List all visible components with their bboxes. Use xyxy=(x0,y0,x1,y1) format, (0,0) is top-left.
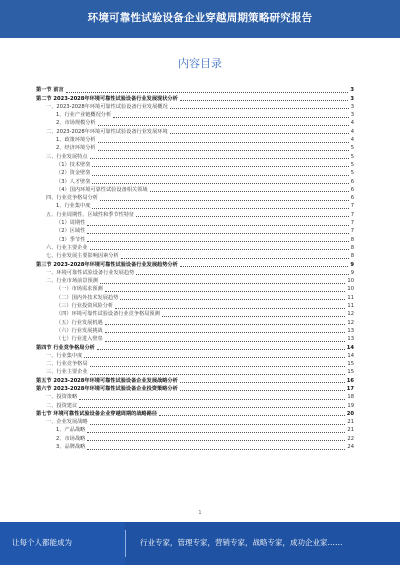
toc-leader-dots xyxy=(180,266,349,267)
toc-entry-label: 第七节 环境可靠性试验设备企业穿越周期的战略路径 xyxy=(36,410,158,417)
toc-entry-label: 3、品牌战略 xyxy=(56,444,86,451)
toc-entry[interactable] xyxy=(36,235,354,243)
toc-entry-label: （3）季节性 xyxy=(56,236,86,243)
toc-leader-dots xyxy=(162,316,346,317)
toc-entry-page: 12 xyxy=(347,319,354,326)
table-of-contents xyxy=(36,86,354,451)
toc-leader-dots xyxy=(90,249,349,250)
toc-entry-page: 15 xyxy=(347,361,354,368)
toc-entry-page: 5 xyxy=(350,161,354,168)
toc-entry-label: 一、2023-2028年环境可靠性试验设备行业发展概况 xyxy=(46,103,168,110)
toc-entry-label: （五）行业发展机遇 xyxy=(56,319,103,326)
toc-leader-dots xyxy=(87,432,345,433)
toc-entry-page: 8 xyxy=(350,236,354,243)
toc-entry-label: 二、行业市场前景预测 xyxy=(46,278,98,285)
toc-entry-page: 10 xyxy=(347,286,354,293)
toc-entry[interactable] xyxy=(36,161,354,169)
toc-entry-label: （四）环境可靠性试验设备行业竞争格局预测 xyxy=(56,311,160,318)
toc-leader-dots xyxy=(87,440,345,441)
toc-entry[interactable] xyxy=(36,144,354,152)
toc-entry-page: 7 xyxy=(350,220,354,227)
toc-heading: 内容目录 xyxy=(178,57,222,70)
toc-entry-label: 2、市场规模分析 xyxy=(56,120,96,127)
toc-entry-page: 8 xyxy=(350,244,354,251)
toc-entry[interactable] xyxy=(36,94,354,102)
toc-entry-label: （4）国内环境可靠性试验设备相关领域 xyxy=(56,186,148,193)
document-title: 环境可靠性试验设备企业穿越周期策略研究报告 xyxy=(87,12,313,24)
toc-entry-page: 9 xyxy=(350,269,354,276)
toc-entry-label: （七）行业进入壁垒 xyxy=(56,336,103,343)
toc-leader-dots xyxy=(90,424,346,425)
toc-leader-dots xyxy=(98,125,349,126)
toc-entry-label: 1、行业产业链概况分析 xyxy=(56,112,112,119)
toc-entry[interactable] xyxy=(36,260,354,268)
toc-entry[interactable] xyxy=(36,119,354,127)
toc-entry-page: 5 xyxy=(350,153,354,160)
toc-entry[interactable] xyxy=(36,219,354,227)
toc-entry-page: 18 xyxy=(347,394,354,401)
toc-entry-page: 4 xyxy=(350,137,354,144)
footer-roles: 行业专家，管理专家，营销专家，战略专家，成功企业家…… xyxy=(140,538,343,547)
toc-entry-label: 一、行业集中度 xyxy=(46,352,83,359)
toc-leader-dots xyxy=(170,108,349,109)
toc-leader-dots xyxy=(180,390,345,391)
toc-entry-page: 12 xyxy=(347,311,354,318)
toc-entry-page: 5 xyxy=(350,170,354,177)
toc-entry-label: （1）技术壁垒 xyxy=(56,161,91,168)
toc-entry[interactable] xyxy=(36,302,354,310)
toc-entry-label: 1、行业集中度 xyxy=(56,203,91,210)
toc-entry-label: （3）人才壁垒 xyxy=(56,178,91,185)
toc-entry-page: 7 xyxy=(350,203,354,210)
toc-entry-page: 3 xyxy=(350,95,354,102)
toc-entry[interactable] xyxy=(36,277,354,285)
toc-entry-page: 11 xyxy=(347,294,354,301)
toc-entry-label: （三）行业投资风险分析 xyxy=(56,303,114,310)
toc-entry[interactable] xyxy=(36,244,354,252)
toc-entry[interactable] xyxy=(36,210,354,218)
toc-entry[interactable] xyxy=(36,318,354,326)
toc-leader-dots xyxy=(87,225,348,226)
toc-entry-label: （二）国内外技术发展趋势 xyxy=(56,294,119,301)
toc-leader-dots xyxy=(97,349,345,350)
toc-entry[interactable] xyxy=(36,327,354,335)
toc-leader-dots xyxy=(113,117,349,118)
toc-entry-page: 3 xyxy=(350,87,354,94)
toc-entry[interactable] xyxy=(36,426,354,434)
toc-entry-page: 20 xyxy=(346,410,354,417)
footer-divider xyxy=(125,530,126,557)
toc-entry[interactable] xyxy=(36,86,354,94)
toc-entry-label: 六、行业主要企业 xyxy=(46,244,88,251)
toc-entry-label: 二、投资建议 xyxy=(46,402,78,409)
toc-entry[interactable] xyxy=(36,169,354,177)
toc-leader-dots xyxy=(98,150,349,151)
toc-entry-label: 1、产品战略 xyxy=(56,427,86,434)
toc-leader-dots xyxy=(90,374,346,375)
toc-entry[interactable] xyxy=(36,111,354,119)
toc-entry-page: 21 xyxy=(347,419,354,426)
toc-entry-label: 第四节 行业竞争格局分析 xyxy=(36,344,95,351)
toc-entry-label: 2、经济环境分析 xyxy=(56,145,96,152)
toc-entry-label: （1）周期性 xyxy=(56,220,86,227)
toc-leader-dots xyxy=(105,332,346,333)
toc-entry-page: 7 xyxy=(350,228,354,235)
toc-entry-page: 5 xyxy=(350,145,354,152)
toc-entry-page: 14 xyxy=(346,344,354,351)
toc-entry-page: 22 xyxy=(347,435,354,442)
toc-leader-dots xyxy=(105,341,346,342)
toc-entry[interactable] xyxy=(36,136,354,144)
toc-entry-page: 6 xyxy=(350,178,354,185)
toc-entry-label: 一、投资策略 xyxy=(46,394,78,401)
toc-leader-dots xyxy=(170,133,349,134)
toc-entry[interactable] xyxy=(36,410,354,418)
toc-entry-label: （2）资金壁垒 xyxy=(56,170,91,177)
toc-leader-dots xyxy=(180,100,349,101)
toc-entry[interactable] xyxy=(36,103,354,111)
toc-entry-label: 1、政策环境分析 xyxy=(56,137,96,144)
toc-leader-dots xyxy=(92,175,348,176)
toc-leader-dots xyxy=(105,291,346,292)
toc-entry-label: 三、行业主要企业 xyxy=(46,369,88,376)
toc-leader-dots xyxy=(121,258,349,259)
toc-leader-dots xyxy=(79,407,345,408)
toc-entry-label: 一、企业发展战略 xyxy=(46,419,88,426)
toc-entry-page: 3 xyxy=(350,103,354,110)
toc-entry-page: 14 xyxy=(347,352,354,359)
toc-entry-label: 第五节 2023-2028年环境可靠性试验设备企业发展战略分析 xyxy=(36,377,178,384)
toc-entry[interactable] xyxy=(36,127,354,135)
toc-entry-page: 7 xyxy=(350,211,354,218)
toc-leader-dots xyxy=(98,142,349,143)
toc-leader-dots xyxy=(92,183,348,184)
toc-entry-page: 19 xyxy=(347,402,354,409)
toc-leader-dots xyxy=(105,324,346,325)
toc-entry-label: （六）行业发展挑战 xyxy=(56,327,103,334)
toc-leader-dots xyxy=(100,200,349,201)
footer-slogan: 让每个人都能成为 xyxy=(12,538,72,547)
toc-entry-label: 四、行业竞争格局分析 xyxy=(46,195,98,202)
toc-entry[interactable] xyxy=(36,352,354,360)
toc-leader-dots xyxy=(90,366,346,367)
toc-entry-page: 21 xyxy=(347,427,354,434)
toc-entry-label: （2）区域性 xyxy=(56,228,86,235)
toc-entry-page: 15 xyxy=(347,369,354,376)
toc-leader-dots xyxy=(115,308,345,309)
toc-entry-page: 4 xyxy=(350,128,354,135)
toc-entry-label: 五、行业周期性、区域性和季节性特征 xyxy=(46,211,135,218)
toc-entry[interactable] xyxy=(36,186,354,194)
toc-leader-dots xyxy=(180,382,345,383)
toc-entry-page: 17 xyxy=(346,385,354,392)
toc-entry[interactable] xyxy=(36,418,354,426)
toc-entry[interactable] xyxy=(36,401,354,409)
toc-entry[interactable] xyxy=(36,293,354,301)
toc-entry-page: 8 xyxy=(350,253,354,260)
toc-leader-dots xyxy=(84,357,345,358)
toc-entry[interactable] xyxy=(36,152,354,160)
toc-entry-label: （一）市场需求预测 xyxy=(56,286,103,293)
toc-entry[interactable] xyxy=(36,177,354,185)
toc-entry-label: 2、市场战略 xyxy=(56,435,86,442)
toc-entry-label: 第三节 2023-2028年环境可靠性试验设备行业发展趋势分析 xyxy=(36,261,178,268)
toc-leader-dots xyxy=(87,449,345,450)
toc-entry-page: 6 xyxy=(350,195,354,202)
toc-entry[interactable] xyxy=(36,194,354,202)
toc-entry[interactable] xyxy=(36,269,354,277)
toc-entry[interactable] xyxy=(36,443,354,451)
toc-entry[interactable] xyxy=(36,376,354,384)
toc-entry[interactable] xyxy=(36,385,354,393)
toc-entry-page: 6 xyxy=(350,186,354,193)
toc-entry[interactable] xyxy=(36,285,354,293)
toc-leader-dots xyxy=(159,415,345,416)
toc-entry-page: 24 xyxy=(347,444,354,451)
toc-leader-dots xyxy=(136,216,348,217)
toc-entry-label: 三、行业发展特点 xyxy=(46,153,88,160)
toc-leader-dots xyxy=(66,92,349,93)
toc-entry-page: 10 xyxy=(347,278,354,285)
toc-entry[interactable] xyxy=(36,360,354,368)
toc-leader-dots xyxy=(87,241,348,242)
footer-bar xyxy=(0,522,400,565)
toc-entry[interactable] xyxy=(36,434,354,442)
toc-leader-dots xyxy=(150,191,349,192)
toc-entry-label: 一、环境可靠性试验设备行业发展趋势 xyxy=(46,269,135,276)
toc-entry-label: 第六节 2023-2028年环境可靠性试验设备企业投资策略分析 xyxy=(36,385,178,392)
toc-entry-page: 4 xyxy=(350,120,354,127)
toc-leader-dots xyxy=(120,299,345,300)
toc-leader-dots xyxy=(79,399,345,400)
toc-entry-label: 第二节 2023-2028年环境可靠性试验设备行业发展现状分析 xyxy=(36,95,178,102)
toc-leader-dots xyxy=(92,166,348,167)
toc-entry-label: 二、2023-2028年环境可靠性试验设备行业发展环境 xyxy=(46,128,168,135)
page-number: 1 xyxy=(198,510,202,516)
toc-leader-dots xyxy=(90,158,349,159)
toc-entry-page: 16 xyxy=(346,377,354,384)
toc-entry[interactable] xyxy=(36,368,354,376)
toc-entry-page: 13 xyxy=(347,336,354,343)
toc-entry-page: 13 xyxy=(347,327,354,334)
toc-entry[interactable] xyxy=(36,227,354,235)
toc-entry-label: 二、行业竞争格局 xyxy=(46,361,88,368)
toc-entry[interactable] xyxy=(36,393,354,401)
toc-entry-label: 七、行业发展主要影响因素分析 xyxy=(46,253,119,260)
toc-entry[interactable] xyxy=(36,335,354,343)
toc-entry[interactable] xyxy=(36,310,354,318)
toc-leader-dots xyxy=(87,233,348,234)
toc-entry-page: 3 xyxy=(350,112,354,119)
toc-entry[interactable] xyxy=(36,202,354,210)
toc-leader-dots xyxy=(92,208,348,209)
toc-entry-label: 第一节 前言 xyxy=(36,87,64,94)
toc-entry-page: 11 xyxy=(347,303,354,310)
toc-entry-page: 9 xyxy=(350,261,354,268)
toc-entry[interactable] xyxy=(36,252,354,260)
toc-entry[interactable] xyxy=(36,343,354,351)
toc-leader-dots xyxy=(100,283,346,284)
toc-leader-dots xyxy=(136,274,348,275)
